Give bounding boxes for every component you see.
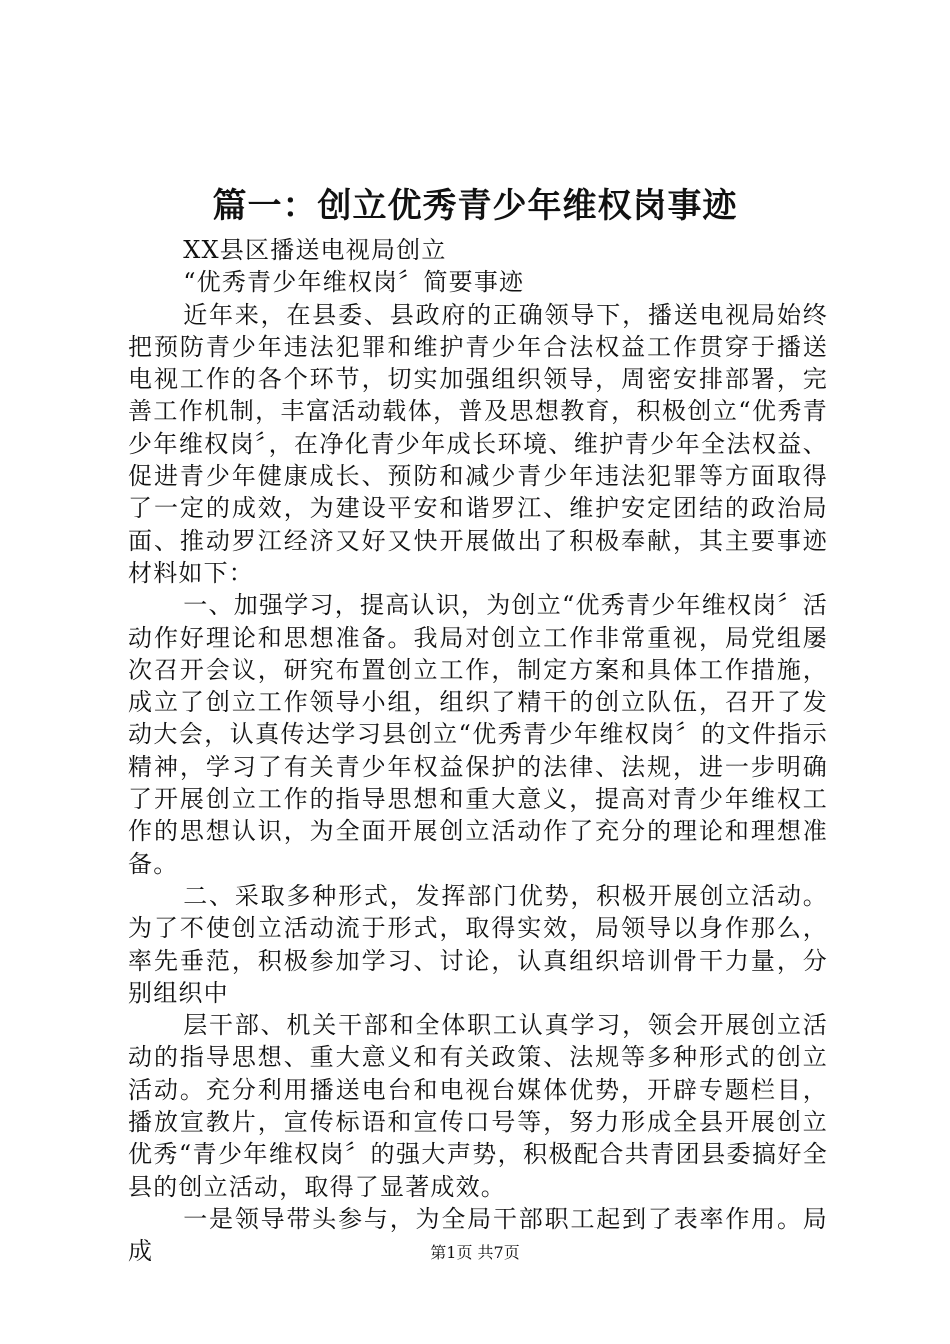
page-title: 篇一：创立优秀青少年维权岗事迹: [212, 186, 738, 226]
page-number-footer: 第1页 共7页: [430, 1243, 520, 1262]
paragraph-section-two: 二、采取多种形式，发挥部门优势，积极开展创立活动。为了不使创立活动流于形式，取得实效，局领导以身作那么，率先垂范，积极参加学习、讨论，认真组织培训骨干力量，分别组织中: [128, 881, 828, 1007]
paragraph-heading-line2: “优秀青少年维权岗〞简要事迹: [183, 268, 525, 297]
document-body: [128, 234, 828, 1268]
paragraph-section-one: 一、加强学习，提高认识，为创立“优秀青少年维权岗〞活动作好理论和思想准备。我局对创立工作非常重视，局党组屡次召开会议，研究布置创立工作，制定方案和具体工作措施，成立了创立工作领导小组，组织了精干的创立队伍，召开了发动大会，认真传达学习县创立“优秀青少年维权岗〞的文件指示精神，学习了有关青少年权益保护的法律、法规，进一步明确了开展创立工作的指导思想和重大意义，提高对青少年维权工作的思想认识，为全面开展创立活动作了充分的理论和理想准备。: [128, 591, 828, 878]
paragraph-section-two-cont: 层干部、机关干部和全体职工认真学习，领会开展创立活动的指导思想、重大意义和有关政策、法规等多种形式的创立活动。充分利用播送电台和电视台媒体优势，开辟专题栏目，播放宣教片，宣传标语和宣传口号等，努力形成全县开展创立优秀“青少年维权岗〞的强大声势，积极配合共青团县委搞好全县的创立活动，取得了显著成效。: [128, 1011, 828, 1201]
paragraph-point-one: 一是领导带头参与，为全局干部职工起到了表率作用。局成: [128, 1204, 828, 1266]
paragraph-heading-line1: XX县区播送电视局创立: [183, 236, 447, 264]
paragraph-intro: 近年来，在县委、县政府的正确领导下，播送电视局始终把预防青少年违法犯罪和维护青少年合法权益工作贯穿于播送电视工作的各个环节，切实加强组织领导，周密安排部署，完善工作机制，丰富活动载体，普及思想教育，积极创立“优秀青少年维权岗〞，在净化青少年成长环境、维护青少年全法权益、促进青少年健康成长、预防和减少青少年违法犯罪等方面取得了一定的成效，为建设平安和谐罗江、维护安定团结的政治局面、推动罗江经济又好又快开展做出了积极奉献，其主要事迹材料如下：: [128, 300, 828, 587]
